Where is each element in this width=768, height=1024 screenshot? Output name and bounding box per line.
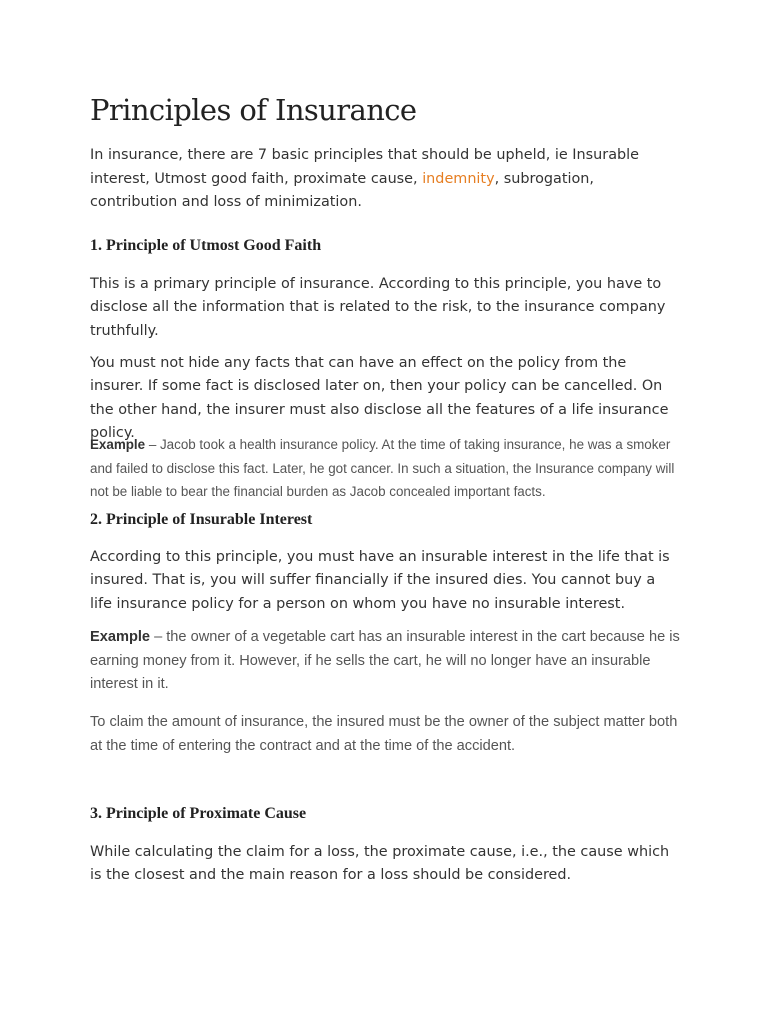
indemnity-link[interactable]: indemnity — [422, 170, 495, 187]
example-label: Example — [90, 437, 146, 452]
section-3-paragraph-1: While calculating the claim for a loss, the proximate cause, i.e., the cause which is the closest and the main reason for a loss should be considered. — [90, 844, 670, 884]
example-text: – the owner of a vegetable cart has an insurable interest in the cart because he is earning money from it. However, if he sells the cart, he will no longer have an insurable interest in it. — [90, 629, 680, 692]
section-heading-proximate-cause: 3. Principle of Proximate Cause — [90, 805, 307, 822]
intro-paragraph — [90, 144, 680, 215]
example-text: – Jacob took a health insurance policy. At the time of taking insurance, he was a smoker and failed to disclose this fact. Later, he got cancer. In such a situation, the Insurance company will not be liable to bear the financial burden as Jacob concealed important facts. — [90, 437, 675, 499]
section-2-paragraph-1: According to this principle, you must have an insurable interest in the life that is insured. That is, you will suffer financially if the insured dies. You cannot buy a life insurance policy for a person on whom you have no insurable interest. — [90, 549, 670, 612]
example-label: Example — [90, 629, 151, 645]
section-2-note: To claim the amount of insurance, the insured must be the owner of the subject matter both at the time of entering the contract and at the time of the accident. — [90, 714, 678, 754]
section-heading-insurable-interest: 2. Principle of Insurable Interest — [90, 511, 313, 528]
section-2-example — [90, 626, 680, 697]
section-1-paragraph-2: You must not hide any facts that can have an effect on the policy from the insurer. If some fact is disclosed later on, then your policy can be cancelled. On the other hand, the insurer must also disclose all the features of a life insurance policy. — [90, 355, 669, 441]
section-1-paragraph-1: This is a primary principle of insurance. According to this principle, you have to disclose all the information that is related to the risk, to the insurance company truthfully. — [90, 276, 666, 339]
intro-text-after: , subrogation, contribution and loss of minimization. — [90, 170, 594, 210]
section-heading-utmost-good-faith: 1. Principle of Utmost Good Faith — [90, 237, 322, 254]
page-title: Principles of Insurance — [90, 93, 417, 127]
section-1-example — [90, 433, 680, 504]
intro-text-before: In insurance, there are 7 basic principles that should be upheld, ie Insurable interest, Utmost good faith, proximate cause, — [90, 147, 639, 187]
